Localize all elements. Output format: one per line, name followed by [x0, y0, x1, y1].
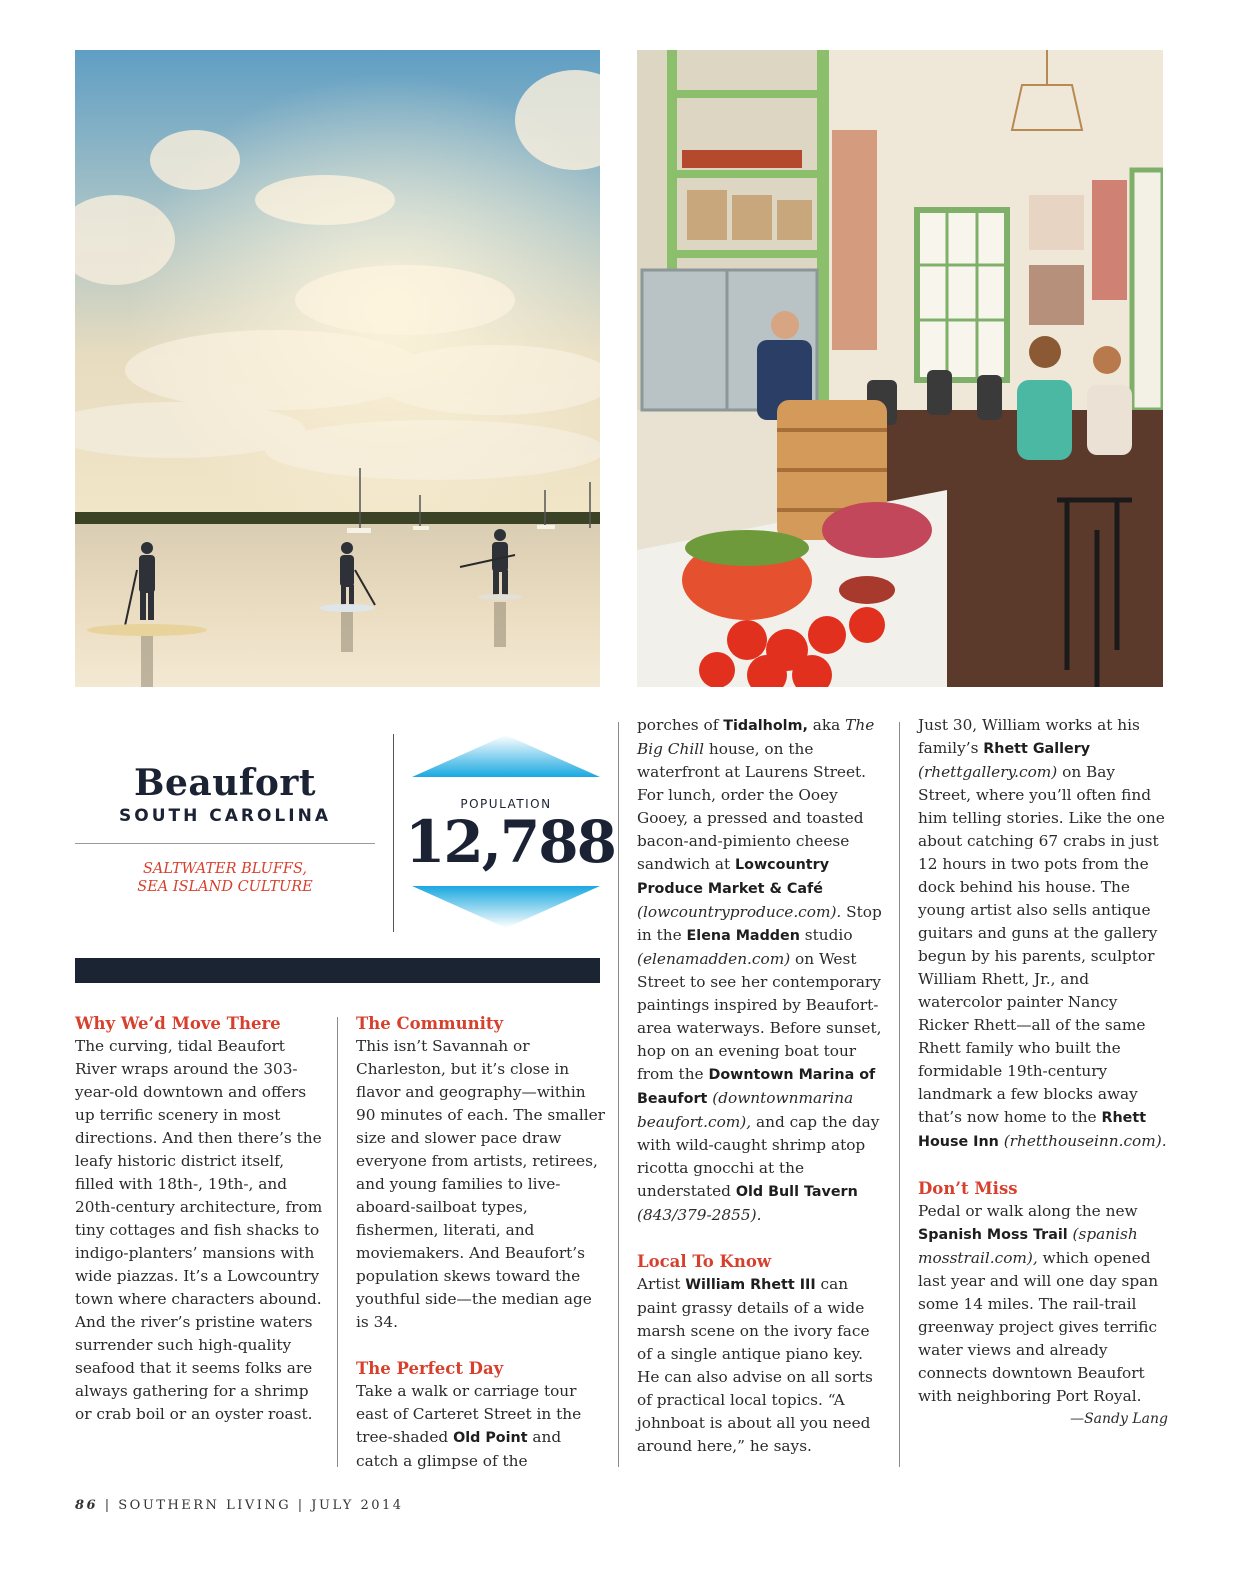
rhett-house-inn-url: (rhetthouseinn.com). [1003, 1132, 1167, 1150]
downtown-marina-url: (downtownmarina beaufort.com), [637, 1089, 854, 1131]
old-bull-tavern-name: Old Bull Tavern [735, 1184, 858, 1200]
column-divider-2 [618, 722, 619, 1467]
column-4 [918, 714, 1168, 1431]
tagline [75, 860, 375, 896]
old-point-name: Old Point [453, 1430, 528, 1446]
perfect-day-text-1: Take a walk or carriage tour east of Carteret Street in the tree-shaded [356, 1382, 582, 1446]
population-top-chevron-icon [412, 735, 600, 779]
c4-text-4: which opened last year and will one day span some 14 miles. The rail-trail greenway project gives terrific water views and already connects downtown Beaufort with neighboring Port Royal. [918, 1249, 1159, 1405]
community-text: This isn’t Savannah or Charleston, but it’s close in flavor and geography—within 90 minutes of each. The smaller size and slower pace draw everyone from artists, retirees, and young families to live-aboard-sailboat types, fishermen, literati, and moviemakers. And Beaufort’s population skews toward the youthful side—the median age is 34. [356, 1037, 605, 1331]
title-vertical-divider [393, 734, 394, 932]
paddleboard-photo [75, 50, 600, 687]
c3-text-4: Stop in the [637, 903, 882, 944]
c3-text-2: aka [807, 716, 846, 734]
downtown-marina-name: Downtown Marina of Beaufort [637, 1067, 876, 1107]
william-rhett-name: William Rhett III [685, 1277, 816, 1293]
why-move-text: The curving, tidal Beaufort River wraps around the 303-year-old downtown and offers up terrific scenery in most directions. And then there’s the leafy historic district itself, filled with 18th-, 19th-, and 20th-century architecture, from tiny cottages and fish shacks to indigo-planters’ mansions with wide piazzas. It’s a Lowcountry town where characters abound. And the river’s pristine waters surrender such high-quality seafood that it seems folks are always gathering for a shrimp or crab boil or an oyster roast. [75, 1037, 323, 1423]
city-name: Beaufort [134, 762, 316, 804]
heading-local-to-know: Local To Know [637, 1252, 772, 1271]
local-to-know-continued [918, 714, 1168, 1154]
tagline-line-1: SALTWATER BLUFFS, [142, 861, 308, 877]
title-divider [75, 843, 375, 844]
rhett-gallery-name: Rhett Gallery [983, 741, 1091, 757]
big-chill-title: The Big Chill [637, 716, 875, 758]
footer-separator-1: | [98, 1498, 119, 1513]
population-label: POPULATION [460, 797, 552, 811]
column-2 [356, 1012, 606, 1473]
rhett-gallery-url: (rhettgallery.com) [918, 763, 1058, 781]
population-value: 12,788 [405, 808, 615, 876]
c3-text-5: studio [799, 926, 853, 944]
perfect-day-text [356, 1380, 606, 1473]
local-to-know-text [637, 1273, 887, 1458]
c3-text-6: on West Street to see her contemporary paintings inspired by Beaufort-area waterways. Before sunset, hop on an evening boat tour from the [637, 950, 882, 1083]
old-bull-tavern-phone: (843/379-2855). [637, 1206, 762, 1224]
page-number: 86 [75, 1498, 99, 1513]
byline: —Sandy Lang [1070, 1411, 1168, 1427]
population-bottom-chevron-icon [412, 884, 600, 928]
tagline-line-2: SEA ISLAND CULTURE [137, 879, 313, 895]
c3-text-3: house, on the waterfront at Laurens Street. For lunch, order the Ooey Gooey, a pressed and toasted bacon-and-pimiento cheese sandwich at [637, 740, 867, 873]
elena-madden-name: Elena Madden [686, 928, 800, 944]
column-divider-1 [337, 1017, 338, 1467]
column-divider-3 [899, 722, 900, 1467]
heading-why-move: Why We’d Move There [75, 1014, 281, 1033]
state-name: SOUTH CAROLINA [119, 806, 331, 826]
column-1 [75, 1012, 325, 1426]
perfect-day-continued [637, 714, 887, 1227]
footer-separator-2: | [291, 1498, 312, 1513]
spanish-moss-trail-url: (spanish mosstrail.com), [918, 1225, 1138, 1267]
heading-perfect-day: The Perfect Day [356, 1359, 504, 1378]
lowcountry-produce-name: Lowcountry Produce Market & Café [637, 857, 830, 897]
heading-community: The Community [356, 1014, 504, 1033]
elena-madden-url: (elenamadden.com) [637, 950, 791, 968]
c3-text-8: Artist [637, 1275, 686, 1293]
perfect-day-text-2: and catch a glimpse of the [356, 1428, 562, 1470]
c4-text-2: on Bay Street, where you’ll often find him telling stories. Like the one about catching 67 crabs in just 12 hours in two pots from the dock behind his house. The young artist also sells antique guitars and guns at the gallery begun by his parents, sculptor William Rhett, Jr., and watercolor painter Nancy Ricker Rhett—all of the same Rhett family who built the formidable 19th-century landmark a few blocks away that’s now home to the [918, 763, 1165, 1126]
c3-text-1: porches of [637, 716, 724, 734]
lowcountry-produce-url: (lowcountryproduce.com). [637, 903, 842, 921]
magazine-name: SOUTHERN LIVING [118, 1498, 292, 1513]
dont-miss-text [918, 1200, 1168, 1408]
page-footer [75, 1498, 404, 1513]
heading-dont-miss: Don’t Miss [918, 1179, 1018, 1198]
issue-date: JULY 2014 [311, 1498, 404, 1513]
spanish-moss-trail-name: Spanish Moss Trail [918, 1227, 1068, 1243]
tidalholm-name: Tidalholm, [723, 718, 808, 734]
c4-text-3: Pedal or walk along the new [918, 1202, 1138, 1220]
c3-text-7: and cap the day with wild-caught shrimp atop ricotta gnocchi at the understated [637, 1113, 880, 1200]
cafe-interior-photo [637, 50, 1163, 687]
c3-text-9: can paint grassy details of a wide marsh scene on the ivory face of a single antique piano key. He can also advise on all sorts of practical local topics. “A johnboat is about all you need around here,” he says. [637, 1275, 873, 1455]
column-3 [637, 714, 887, 1458]
section-bar [75, 958, 600, 983]
c4-text-1: Just 30, William works at his family’s [918, 716, 1140, 757]
rhett-house-inn-name: Rhett House Inn [918, 1110, 1147, 1150]
